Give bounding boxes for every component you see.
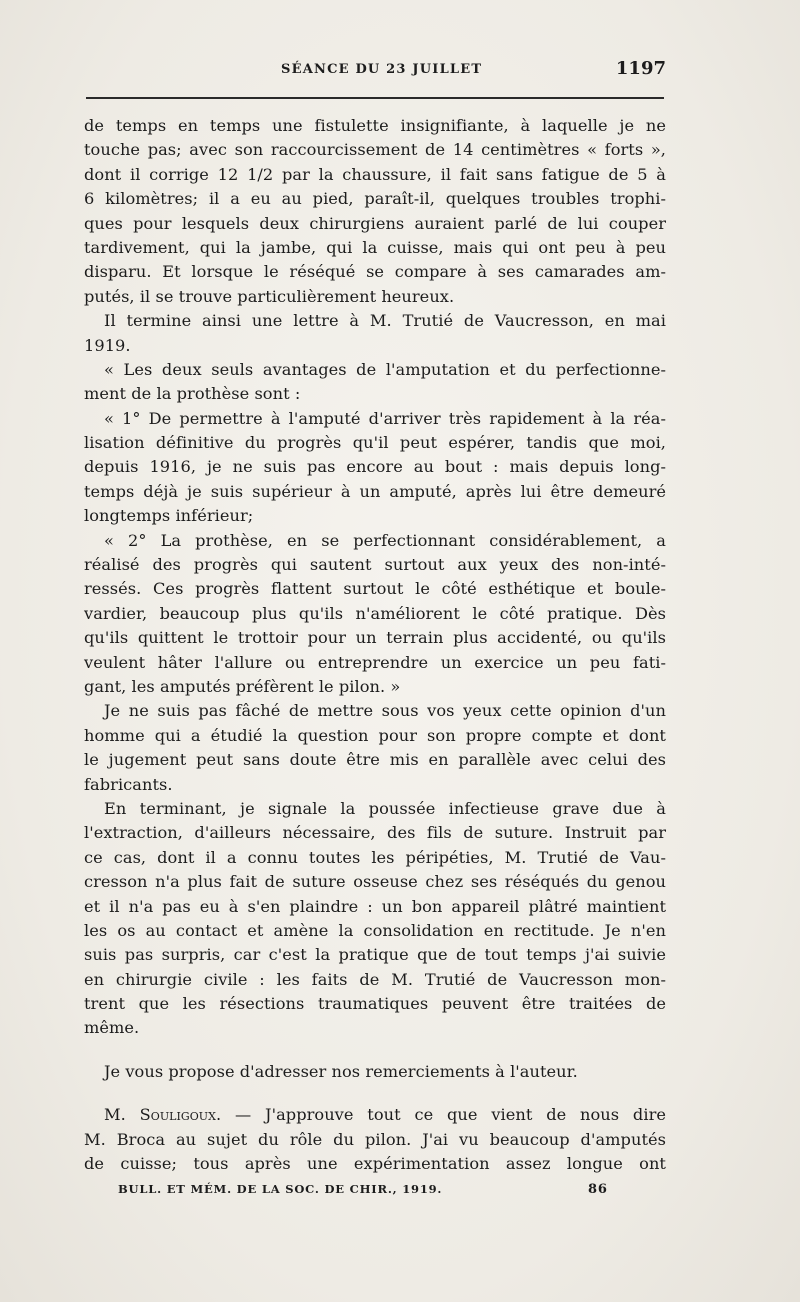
text-line: qu'ils quittent le trottoir pour un terrain plus accidenté, ou qu'ils <box>84 628 666 648</box>
text-line: homme qui a étudié la question pour son propre compte et dont <box>84 725 666 745</box>
text-line: suis pas surpris, car c'est la pratique que de tout temps j'ai suivie <box>84 945 666 965</box>
text-line: temps déjà je suis supérieur à un amputé, après lui être demeuré <box>84 481 666 501</box>
text-line: touche pas; avec son raccourcissement de 14 centimètres « forts », <box>84 140 666 160</box>
running-header <box>86 60 666 84</box>
text-line: en chirurgie civile : les faits de M. Trutié de Vaucresson mon- <box>84 969 666 989</box>
text-line: le jugement peut sans doute être mis en parallèle avec celui des <box>84 750 666 770</box>
speaker-name: Souligoux. <box>139 1105 222 1125</box>
text-line: ques pour lesquels deux chirurgiens auraient parlé de lui couper <box>84 213 666 233</box>
text-line: « 2° La prothèse, en se perfectionnant considérablement, a <box>104 530 666 550</box>
text-line: tardivement, qui la jambe, qui la cuisse, mais qui ont peu à peu <box>84 237 666 257</box>
text-line: 1919. <box>84 335 131 355</box>
text-line: longtemps inférieur; <box>84 506 254 526</box>
closing-sentence: Je vous propose d'adresser nos remerciements à l'auteur. <box>104 1061 578 1081</box>
text-line: En terminant, je signale la poussée infectieuse grave due à <box>104 798 666 818</box>
page-number: 1197 <box>615 58 666 79</box>
text-line: les os au contact et amène la consolidation en rectitude. Je n'en <box>84 920 666 940</box>
text-line: de temps en temps une fistulette insignifiante, à laquelle je ne <box>84 116 666 135</box>
text-line: gant, les amputés préfèrent le pilon. » <box>84 676 401 696</box>
text-line: de cuisse; tous après une expérimentation assez longue ont <box>84 1154 666 1174</box>
text-line: trent que les résections traumatiques peuvent être traitées de <box>84 994 666 1014</box>
speaker-line <box>84 1103 666 1127</box>
journal-signature: BULL. ET MÉM. DE LA SOC. DE CHIR., 1919. <box>118 1182 443 1196</box>
text-line: veulent hâter l'allure ou entreprendre un exercice un peu fati- <box>84 652 666 672</box>
text-line: M. Broca au sujet du rôle du pilon. J'ai vu beaucoup d'amputés <box>84 1129 666 1149</box>
text-line: réalisé des progrès qui sautent surtout aux yeux des non-inté- <box>84 555 666 575</box>
text-line: lisation définitive du progrès qu'il peut espérer, tandis que moi, <box>84 433 666 453</box>
text-line: « 1° De permettre à l'amputé d'arriver très rapidement à la réa- <box>104 408 666 428</box>
header-title: SÉANCE DU 23 JUILLET <box>281 62 483 77</box>
text-line: Il termine ainsi une lettre à M. Trutié de Vaucresson, en mai <box>104 311 666 331</box>
text-line: l'extraction, d'ailleurs nécessaire, des fils de suture. Instruit par <box>84 823 666 843</box>
body-text <box>84 114 666 1176</box>
text-line: 6 kilomètres; il a eu au pied, paraît-il, quelques troubles trophi- <box>84 189 666 209</box>
header-rule <box>86 97 664 99</box>
text-line: et il n'a pas eu à s'en plaindre : un bon appareil plâtré maintient <box>84 896 666 916</box>
text-line: cresson n'a plus fait de suture osseuse chez ses réséqués du genou <box>84 872 666 892</box>
text-line: dont il corrige 12 1/2 par la chaussure, il fait sans fatigue de 5 à <box>84 164 666 184</box>
speaker-remark: — J'approuve tout ce que vient de nous dire <box>221 1105 666 1125</box>
page-footer <box>118 1182 618 1202</box>
text-line: depuis 1916, je ne suis pas encore au bout : mais depuis long- <box>84 457 666 477</box>
text-line: vardier, beaucoup plus qu'ils n'améliorent le côté pratique. Dès <box>84 603 666 623</box>
text-line: ment de la prothèse sont : <box>84 384 301 404</box>
text-line: putés, il se trouve particulièrement heureux. <box>84 286 455 306</box>
text-line: fabricants. <box>84 774 173 794</box>
text-line: même. <box>84 1018 140 1038</box>
speaker-prefix: M. <box>104 1105 140 1125</box>
text-line: disparu. Et lorsque le réséqué se compare à ses camarades am- <box>84 262 666 282</box>
text-line: Je ne suis pas fâché de mettre sous vos yeux cette opinion d'un <box>104 701 666 721</box>
text-line: ressés. Ces progrès flattent surtout le côté esthétique et boule- <box>84 579 666 599</box>
sheet-signature: 86 <box>588 1182 608 1197</box>
text-line: ce cas, dont il a connu toutes les péripéties, M. Trutié de Vau- <box>84 847 666 867</box>
text-line: « Les deux seuls avantages de l'amputation et du perfectionne- <box>104 359 666 379</box>
